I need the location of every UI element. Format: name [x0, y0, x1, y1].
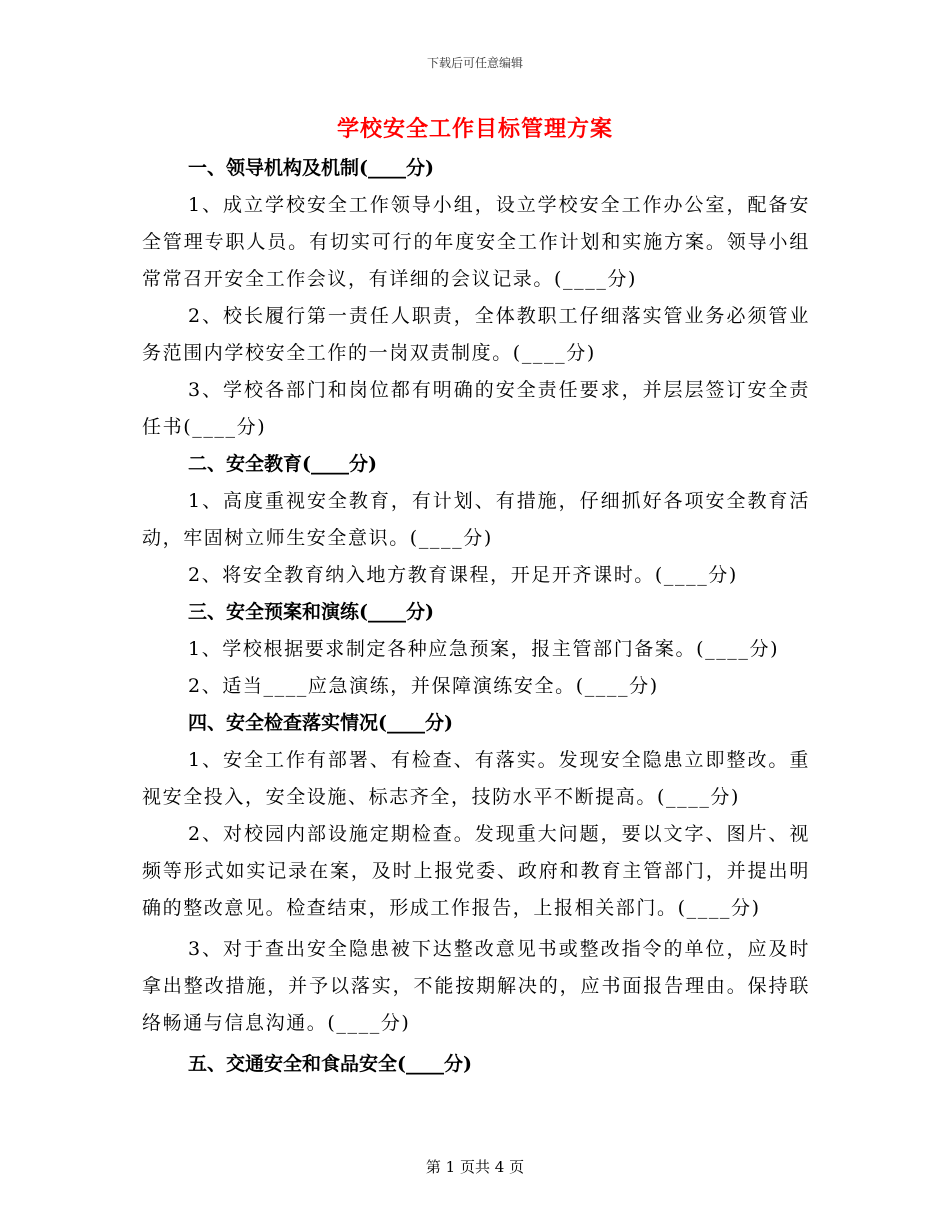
- section-heading: 四、安全检查落实情况(____分): [188, 712, 453, 734]
- paragraph: 1、安全工作有部署、有检查、有落实。发现安全隐患立即整改。重视安全投入，安全设施、标志齐全，技防水平不断提高。(____分): [142, 749, 810, 808]
- section: [142, 594, 810, 705]
- paragraph: 2、将安全教育纳入地方教育课程，开足开齐课时。(____分): [188, 564, 738, 586]
- paragraph: 2、对校园内部设施定期检查。发现重大问题，要以文字、图片、视频等形式如实记录在案，及时上报党委、政府和教育主管部门，并提出明确的整改意见。检查结束，形成工作报告，上报相关部门。(____分): [142, 823, 810, 919]
- section: [142, 446, 810, 594]
- paragraph: 1、成立学校安全工作领导小组，设立学校安全工作办公室，配备安全管理专职人员。有切实可行的年度安全工作计划和实施方案。领导小组常常召开安全工作会议，有详细的会议记录。(____分): [142, 194, 810, 290]
- section: [142, 705, 810, 1042]
- paragraph: 2、适当____应急演练，并保障演练安全。(____分): [188, 675, 659, 697]
- paragraph: 2、校长履行第一责任人职责，全体教职工仔细落实管业务必须管业务范围内学校安全工作的一岗双责制度。(____分): [142, 305, 810, 364]
- section-heading: 三、安全预案和演练(____分): [188, 601, 434, 623]
- section: [142, 150, 810, 446]
- paragraph: 3、学校各部门和岗位都有明确的安全责任要求，并层层签订安全责任书(____分): [142, 379, 810, 438]
- page-number: 第 1 页共 4 页: [425, 1158, 525, 1176]
- header-note: 下载后可任意编辑: [426, 56, 523, 70]
- section-heading: 二、安全教育(____分): [188, 453, 377, 475]
- paragraph: 3、对于查出安全隐患被下达整改意见书或整改指令的单位，应及时拿出整改措施，并予以落实，不能按期解决的，应书面报告理由。保持联络畅通与信息沟通。(____分): [142, 938, 810, 1034]
- paragraph: 1、高度重视安全教育，有计划、有措施，仔细抓好各项安全教育活动，牢固树立师生安全意识。(____分): [142, 490, 810, 549]
- document-body: [142, 150, 810, 1083]
- section-heading: 五、交通安全和食品安全(____分): [188, 1053, 472, 1075]
- document-title: 学校安全工作目标管理方案: [336, 116, 613, 142]
- section: [142, 1042, 810, 1083]
- section-heading: 一、领导机构及机制(____分): [188, 157, 434, 179]
- paragraph: 1、学校根据要求制定各种应急预案，报主管部门备案。(____分): [188, 638, 780, 660]
